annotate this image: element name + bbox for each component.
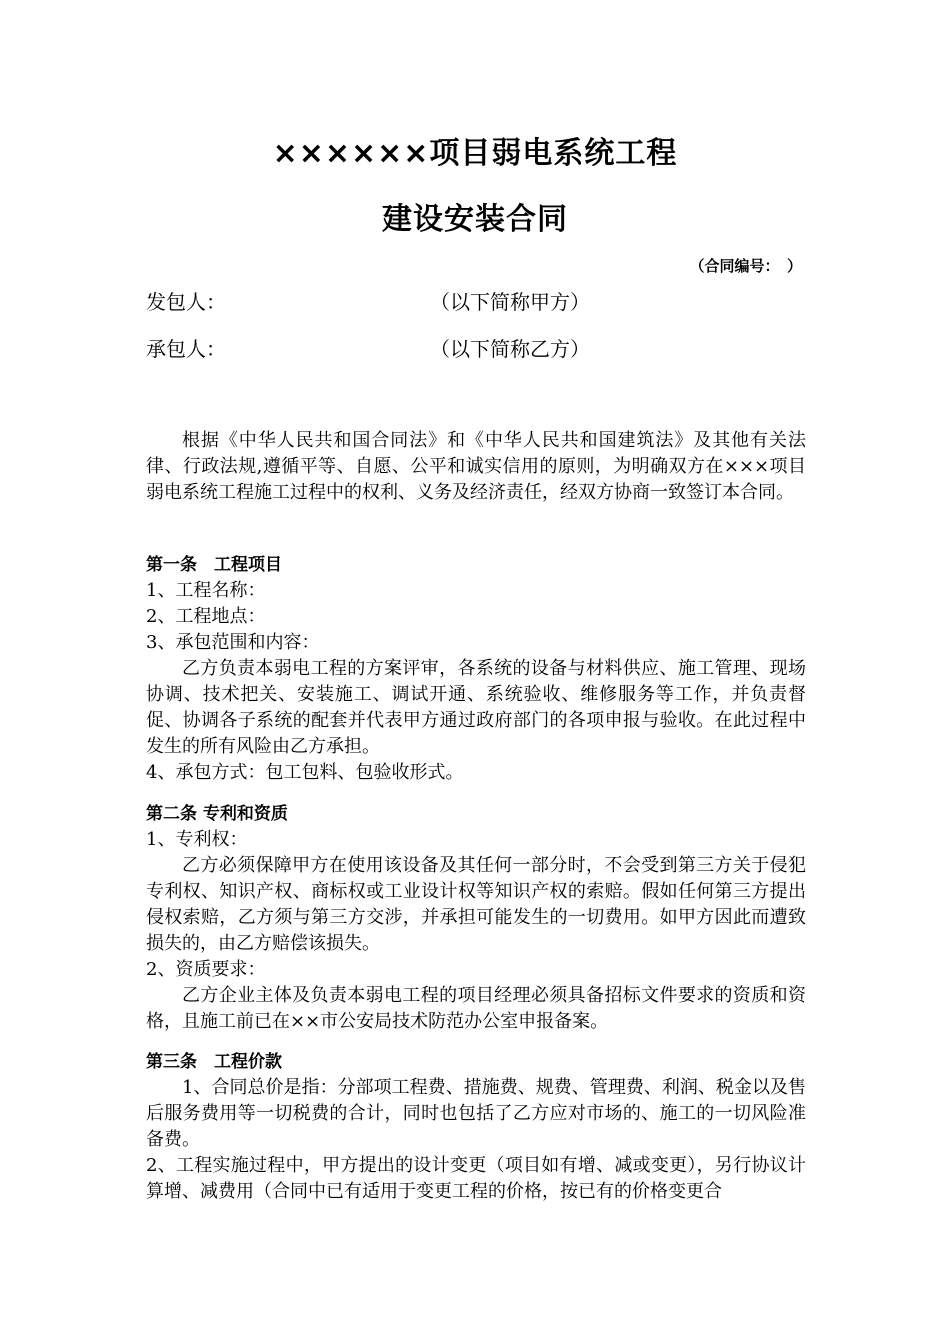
preamble-paragraph: 根据《中华人民共和国合同法》和《中华人民共和国建筑法》及其他有关法律、行政法规,遵循平等、自愿、公平和诚实信用的原则，为明确双方在×××项目弱电系统工程施工过程中的权利、义务及经济责任，经双方协商一致签订本合同。 bbox=[146, 430, 806, 503]
article-item: 2、资质要求： bbox=[146, 959, 266, 980]
article-paragraph: 乙方企业主体及负责本弱电工程的项目经理必须具备招标文件要求的资质和资格，且施工前已在××市公安局技术防范办公室申报备案。 bbox=[146, 985, 806, 1032]
article-heading: 第三条 工程价款 bbox=[146, 1052, 282, 1072]
article-item: 1、专利权： bbox=[146, 829, 248, 850]
party-label: 发包人： bbox=[146, 290, 226, 314]
article-item: 2、工程地点： bbox=[146, 606, 266, 627]
contract-number: （合同编号： ） bbox=[689, 257, 802, 275]
article-item: 1、工程名称： bbox=[146, 580, 266, 601]
article-paragraph: 乙方必须保障甲方在使用该设备及其任何一部分时，不会受到第三方关于侵犯专利权、知识产权、商标权或工业设计权等知识产权的索赔。假如任何第三方提出侵权索赔，乙方须与第三方交涉，并承担可能发生的一切费用。如甲方因此而遭致损失的，由乙方赔偿该损失。 bbox=[146, 855, 806, 954]
article-1 bbox=[146, 552, 806, 786]
article-heading: 第二条 专利和资质 bbox=[146, 804, 288, 824]
party-note: （以下简称甲方） bbox=[430, 290, 590, 314]
document-title-line1: ××××××项目弱电系统工程 bbox=[272, 136, 678, 171]
article-item: 3、承包范围和内容： bbox=[146, 632, 320, 653]
article-item: 4、承包方式：包工包料、包验收形式。 bbox=[146, 762, 464, 783]
party-note: （以下简称乙方） bbox=[430, 337, 590, 361]
article-paragraph: 1、合同总价是指：分部项工程费、措施费、规费、管理费、利润、税金以及售后服务费用等一切税费的合计，同时也包括了乙方应对市场的、施工的一切风险准备费。 bbox=[146, 1077, 806, 1150]
document-title-line2: 建设安装合同 bbox=[382, 202, 568, 237]
article-3 bbox=[146, 1049, 806, 1205]
party-label: 承包人： bbox=[146, 337, 226, 361]
article-paragraph: 2、工程实施过程中，甲方提出的设计变更（项目如有增、减或变更），另行协议计算增、减费用（合同中已有适用于变更工程的价格，按已有的价格变更合 bbox=[146, 1155, 806, 1202]
preamble-block bbox=[146, 428, 806, 506]
article-heading: 第一条 工程项目 bbox=[146, 555, 282, 575]
article-paragraph: 乙方负责本弱电工程的方案评审，各系统的设备与材料供应、施工管理、现场协调、技术把关、安装施工、调试开通、系统验收、维修服务等工作，并负责督促、协调各子系统的配套并代表甲方通过政府部门的各项申报与验收。在此过程中发生的所有风险由乙方承担。 bbox=[146, 658, 806, 757]
article-2 bbox=[146, 801, 806, 1035]
